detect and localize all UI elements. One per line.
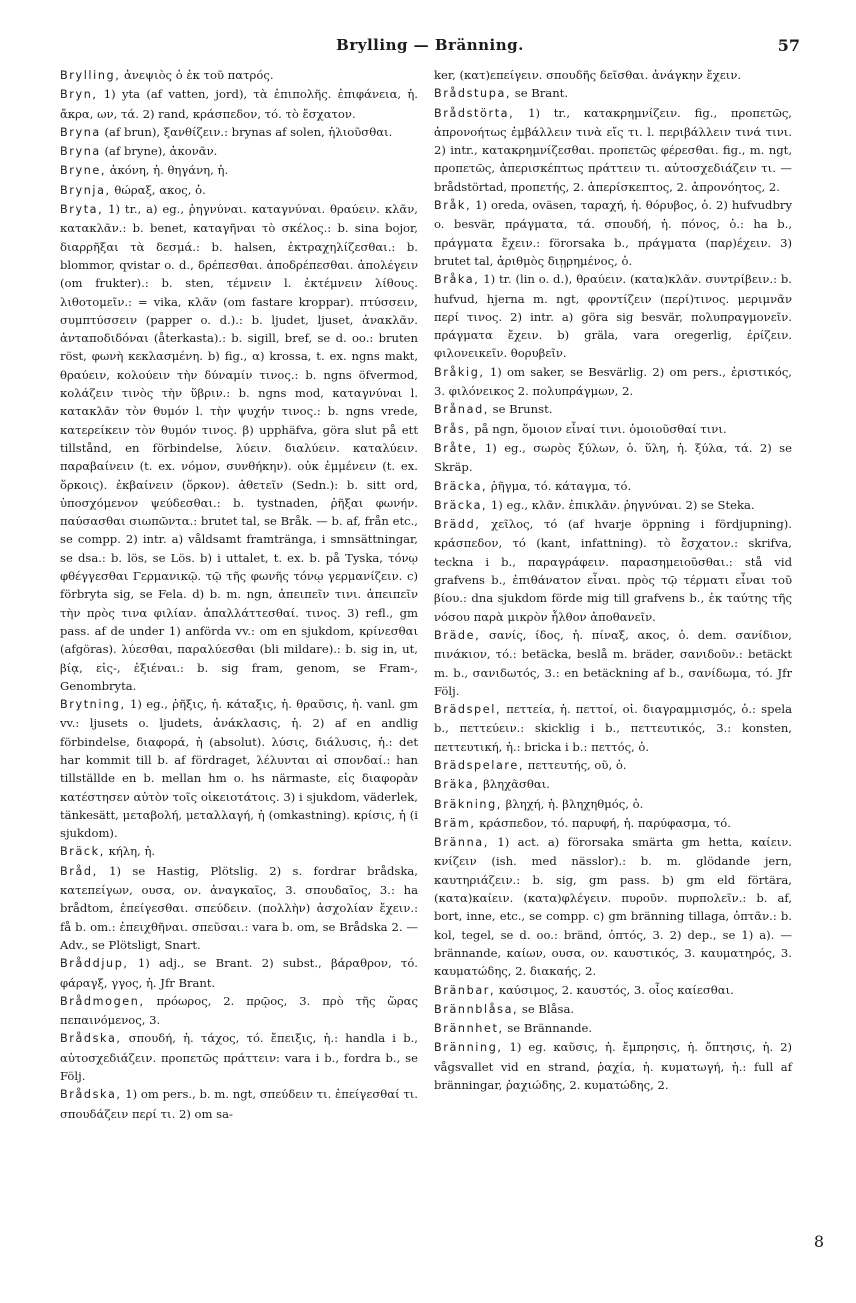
dictionary-entry — [60, 842, 418, 861]
dictionary-entry — [60, 161, 418, 180]
entry-definition: 1) eg. καῦσις, ἡ. ἔμπρησις, ἡ. ὄπτησις, ἡ. 2) vågsvallet vid en strand, ῥαχία, ἡ. κυματωγή, ἡ.: full af bränningar, ῥαχιώδης, 2. κυματώδης, 2. — [434, 1040, 792, 1093]
entry-headword: Bräde, — [434, 628, 481, 642]
dictionary-entry — [60, 862, 418, 954]
dictionary-entry — [60, 85, 418, 123]
entry-headword: Bryn, — [60, 88, 98, 102]
entry-headword: Bräm, — [434, 816, 476, 830]
entry-headword: Bråkig, — [434, 365, 485, 379]
entry-headword: Bryne, — [60, 164, 107, 178]
entry-headword: Bryna — [60, 145, 101, 159]
entry-definition: se Blåsa. — [518, 1001, 575, 1016]
entry-definition: ker, (κατ)επείγειν. σπουδῆς δεῖσθαι. ἀνάγκην ἔχειν. — [434, 68, 742, 82]
page-number: 57 — [777, 36, 800, 55]
entry-definition: βληχᾶσθαι. — [479, 777, 550, 792]
dictionary-entry — [434, 1019, 792, 1038]
dictionary-entry — [434, 420, 792, 439]
entry-definition: σανίς, ίδος, ἡ. πίναξ, ακος, ὁ. dem. σανίδιον, πινάκιον, τό.: betäcka, beslå m. bräder, σανιδοῦν.: betäckt m. b., σανιδωτός, 3.: en betäckning af b., σανίδωμα, τό. Jfr Följ. — [434, 627, 792, 698]
entry-definition: 1) eg., σωρὸς ξύλων, ὁ. ὕλη, ἡ. ξύλα, τά. 2) se Skräp. — [434, 440, 792, 475]
entry-definition: se Brant. — [511, 86, 569, 101]
dictionary-entry — [434, 1000, 792, 1019]
dictionary-entry — [434, 833, 792, 980]
entry-headword: Brytning, — [60, 698, 126, 712]
dictionary-entry — [434, 84, 792, 103]
entry-headword: Brådska, — [60, 1032, 122, 1046]
dictionary-entry — [60, 992, 418, 1030]
entry-definition: 1) om saker, se Besvärlig. 2) om pers., ἐριστικός, 3. φιλόνεικος 2. πολυπράγμων, 2. — [434, 364, 792, 399]
dictionary-entry — [60, 123, 418, 142]
entry-definition: 1) adj., se Brant. 2) subst., βάραθρον, τό. φάραγξ, γγος, ἡ. Jfr Brant. — [60, 956, 418, 990]
entry-headword: Brylling, — [60, 69, 121, 82]
entry-headword: Bråddjup, — [60, 957, 129, 971]
entry-definition: κήλη, ἡ. — [104, 844, 156, 859]
entry-definition: 1) tr., a) eg., ῥηγνύναι. καταγνύναι. θραύειν. κλᾶν, κατακλᾶν.: b. benet, καταγῆναι τὸ σκέλος.: b. sina bojor, διαρρῆξαι τὰ δεσμά.: b. halsen, ἐκτραχηλίζεσθαι.: b. blommor, qvistar o. d., δρέπεσθαι. ἀποδρέπεσθαι. ἀπολέγειν (om frukter).: b. sten, τέμνειν l. ἐκτέμνειν λίθους. λιθοτομεῖν.: = vika, κλᾶν (om fastare kroppar). πτύσσειν, συμπτύσσειν (papper o. d.).: b. ljudet, ljuset, ἀνακλᾶν. ἀνταποδιδόναι (återkasta).: b. sigill, bref, se d. oo.: bruten röst, φωνὴ κεκλασμένη. b) fig., α) krossa, t. ex. ngns makt, θραύειν, κολούειν τὴν δύναμίν τινος.: b. ngns öfvermod, κολάζειν τινὸς τὴν ὕβριν.: b. ngns mod, καταγνύναι l. κατακλᾶν τὸν θυμόν l. τὴν ψυχήν τινος.: b. ngns vrede, κατερείκειν τὸν θυμόν τινος. β) upphäfva, göra slut på ett tillstånd, en förbindelse, λύειν. διαλύειν. καταλύειν. παραβαίνειν (t. ex. νόμον, συνθήκην). οὐκ ἐμμένειν (t. ex. ὅρκοις). ἐκβαίνειν (ὅρκον). ἀθετεῖν (Sedn.): b. sitt ord, ὑποσχόμενον ψεύδεσθαι.: b. tystnaden, ῥῆξαι φωνήν. παύσασθαι σιωπῶντα.: brutet tal, se Bråk. — b. af, från etc., se compp. 2) intr. a) våldsamt framtränga, i smnsättningar, se dsa.: b. lös, se Lös. b) i uttalet, t. ex. b. på Tyska, τόνῳ φθέγγεσθαι Γερμανικῷ. τῷ τῆς φωνῆς τόνῳ γερμανίζειν. c) förbryta sig, se Fela. d) b. m. ngn, ἀπειπεῖν τινι. ἀπειπεῖν τὴν πρὸς τινα φιλίαν. ἀπαλλάττεσθαί. τινος. 3) refl., gm pass. af de under 1) anförda vv.: om en sjukdom, κρίνεσθαι (afgöras). λύεσθαι, παραλύεσθαι (bli mildare).: b. sig in, ut, βίᾳ, εἰς-, ἐξιέναι.: b. sig fram, genom, se Fram-, Genombryta. — [60, 202, 418, 693]
entry-headword: Brådska, — [60, 1088, 122, 1102]
entry-headword: Brädd, — [434, 518, 481, 532]
dictionary-entry — [434, 439, 792, 477]
entry-headword: Brynja, — [60, 183, 111, 197]
entry-headword: Brånad, — [434, 403, 489, 417]
entry-headword: Bråte, — [434, 441, 478, 455]
dictionary-entry — [434, 477, 792, 496]
dictionary-entry — [434, 775, 792, 794]
entry-definition: 1) tr. (lin o. d.), θραύειν. (κατα)κλᾶν. συντρίβειν.: b. hufvud, hjerna m. ngt, φροντίζειν (περί)τινος. μεριμνᾶν περί τινος. 2) intr. a) göra sig besvär, πολυπραγμονεῖν. πράγματα ἔχειν. b) gräla, vara oregerlig, ἐρίζειν. φιλονεικεῖν. θορυβεῖν. — [434, 272, 792, 361]
entry-headword: Bråk, — [434, 199, 472, 213]
dictionary-entry — [60, 142, 418, 161]
dictionary-entry — [60, 1029, 418, 1085]
dictionary-entry — [434, 363, 792, 401]
page-header — [60, 36, 800, 60]
dictionary-entry — [434, 756, 792, 775]
dictionary-entry — [60, 954, 418, 992]
entry-definition: καύσιμος, 2. καυστός, 3. οἷος καίεσθαι. — [495, 982, 734, 997]
dictionary-entry — [434, 270, 792, 362]
entry-definition: 1) oreda, oväsen, ταραχή, ἡ. θόρυβος, ὁ. 2) hufvudbry o. besvär, πράγματα, τά. σπουδή, ἡ. πόνος, ὁ.: ha b., πράγματα ἔχειν.: förorsaka b., πράγματα (παρ)έχειν. 3) brutet tal, ἀριθμὸς διῃρημένος, ὁ. — [434, 198, 792, 268]
dictionary-entry — [60, 200, 418, 695]
dictionary-entry — [60, 1085, 418, 1123]
dictionary-entry — [434, 981, 792, 1000]
entry-headword: Bräkning, — [434, 797, 502, 811]
entry-definition: (af brun), ξανθίζειν.: brynas af solen, ἡλιοῦσθαι. — [100, 124, 393, 139]
entry-definition: 1) om pers., b. m. ngt, σπεύδειν τι. ἐπείγεσθαί τι. σπουδάζειν περί τι. 2) om sa- — [60, 1087, 418, 1121]
entry-headword: Bråka, — [434, 273, 480, 287]
entry-headword: Brådstörta, — [434, 106, 515, 120]
entry-definition: 1) se Hastig, Plötslig. 2) s. fordrar brådska, κατεπείγων, ουσα, ον. ἀναγκαῖος, 3. σπουδαῖος, 3.: ha brådtom, ἐπείγεσθαι. σπεύδειν. (πολλὴν) ἀσχολίαν ἔχειν.: få b. om.: ἐπειχθῆναι. σπεῦσαι.: vara b. om, se Brådska 2. — Adv., se Plötsligt, Snart. — [60, 863, 418, 952]
signature-mark: 8 — [813, 1232, 824, 1251]
dictionary-entry — [434, 496, 792, 515]
dictionary-entry — [434, 400, 792, 419]
entry-headword: Bräcka, — [434, 479, 488, 493]
entry-definition: πεττεία, ἡ. πεττοί, οἱ. διαγραμμισμός, ὁ.: spela b., πεττεύειν.: skicklig i b., πεττευτικός, 3.: konsten, πεττευτική, ἡ.: bricka i b.: πεττός, ὁ. — [434, 702, 792, 754]
entry-definition: se Brunst. — [488, 402, 553, 417]
entry-definition: på ngn, ὅμοιον εἶναί τινι. ὁμοιοῦσθαί τινι. — [470, 421, 727, 436]
entry-definition: σπουδή, ἡ. τάχος, τό. ἔπειξις, ἡ.: handla i b., αὐτοσχεδιάζειν. προπετῶς πράττειν: vara i b., fordra b., se Följ. — [60, 1031, 418, 1084]
entry-headword: Brådstupa, — [434, 87, 512, 101]
right-column — [434, 66, 792, 1094]
dictionary-entry — [434, 196, 792, 270]
entry-headword: Brås, — [434, 422, 471, 436]
entry-headword: Brådmogen, — [60, 994, 145, 1008]
entry-headword: Bräck, — [60, 845, 105, 859]
entry-headword: Bräcka, — [434, 498, 488, 512]
entry-definition: ῥῆγμα, τό. κάταγμα, τό. — [487, 478, 632, 493]
entry-headword: Bränbar, — [434, 983, 496, 997]
entry-headword: Bryna — [60, 125, 101, 139]
entry-definition: βληχή, ἡ. βληχηθμός, ὁ. — [501, 796, 644, 811]
entry-headword: Brädspelare, — [434, 758, 525, 772]
entry-definition: ἀκόνη, ἡ. θηγάνη, ἡ. — [106, 163, 229, 178]
dictionary-entry — [434, 626, 792, 700]
entry-definition: (af bryne), ἀκονᾶν. — [100, 144, 218, 159]
entry-definition: 1) eg., ῥῆξις, ἡ. κάταξις, ἡ. θραῦσις, ἡ. vanl. gm vv.: ljusets o. ljudets, ἀνάκλασις, ἡ. 2) af en andlig förbindelse, διαφορά, ἡ (absolut). λύσις, διάλυσις, ἡ.: det har kommit till b. af fördraget, λέλυνται αἱ σπονδαί.: han tillställde en b. mellan hm o. hs närmaste, εἰς διαφορὰν κατέστησεν αὐτὸν τοῖς οἰκειοτάτοις. 3) i sjukdom, väderlek, tänkesätt, μεταβολή, μεταλλαγή, ἡ (omkastning). κρίσις, ἡ (i sjukdom). — [60, 697, 418, 841]
entry-headword: Brännhet, — [434, 1022, 504, 1036]
dictionary-entry — [60, 695, 418, 842]
entry-definition: 1) tr., κατακρημνίζειν. fig., προπετῶς, ἀπρονοήτως ἐμβάλλειν τινὰ εἴς τι. l. περιβάλλειν τινά τινι. 2) intr., κατακρημνίζεσθαι. προπετῶς φέρεσθαι. fig., m. ngt, προπετῶς, ἀπερισκέπτως πράττειν τι. αὐτοσχεδιάζειν τι. — brådstörtad, προπετής, 2. ἀπερίσκεπτος, 2. ἀπρονόητος, 2. — [434, 105, 792, 194]
entry-headword: Brännblåsa, — [434, 1002, 519, 1016]
dictionary-entry — [434, 515, 792, 626]
dictionary-entry — [434, 814, 792, 833]
entry-definition: 1) eg., κλᾶν. ἐπικλᾶν. ῥηγνύναι. 2) se Steka. — [487, 497, 755, 512]
entry-headword: Bråd, — [60, 864, 98, 878]
entry-headword: Bränna, — [434, 836, 489, 850]
entry-definition: se Brännande. — [503, 1021, 593, 1036]
entry-headword: Bräka, — [434, 778, 480, 792]
dictionary-entry — [434, 700, 792, 756]
dictionary-entry — [434, 1038, 792, 1094]
entry-definition: ἀνεψιὸς ὁ ἐκ τοῦ πατρός. — [120, 68, 274, 82]
entry-headword: Bränning, — [434, 1041, 503, 1055]
dictionary-entry — [434, 795, 792, 814]
dictionary-entry — [434, 104, 792, 196]
entry-definition: 1) act. a) förorsaka smärta gm hetta, καίειν. κνίζειν (ish. med nässlor).: b. m. glödande jern, καυτηριάζειν.: b. sig, gm pass. b) gm eld förtära, (κατα)καίειν. (κατα)φλέγειν. πυροῦν. πυρπολεῖν.: b. af, bort, inne, etc., se compp. c) gm bränning tillaga, ὀπτᾶν.: b. kol, tegel, se d. oo.: bränd, ὀπτός, 3. 2) dep., se 1) a). — brännande, καίων, ουσα, ον. καυστικός, 3. καυματηρός, 3. καυματώδης, 2. διακαής, 2. — [434, 835, 792, 979]
entry-definition: θώραξ, ακος, ὁ. — [110, 182, 206, 197]
entry-definition: 1) yta (af vatten, jord), τὰ ἐπιπολῆς. ἐπιφάνεια, ἡ. ἄκρα, ων, τά. 2) rand, κράσπεδον, τό. τὸ ἔσχατον. — [60, 87, 418, 121]
entry-definition: κράσπεδον, τό. παρυφή, ἡ. παρύφασμα, τό. — [475, 815, 731, 830]
dictionary-entry — [60, 181, 418, 200]
dictionary-entry — [434, 66, 792, 84]
entry-definition: χεῖλος, τό (af hvarje öppning i fördjupning). κράσπεδον, τό (kant, infattning). τὸ ἔσχατον.: skrifva, teckna i b., παραγράφειν. παρασημειοῦσθαι.: stå vid grafvens b., ἐπιθάνατον εἶναι. πρὸς τῷ τέρματι εἶναι τοῦ βίου.: dna sjukdom förde mig till grafvens b., ἐκ ταύτης τῆς νόσου παρὰ μικρὸν ἦλθον ἀποθανεῖν. — [434, 517, 792, 624]
entry-definition: πεττευτής, οῦ, ὁ. — [524, 757, 627, 772]
entry-headword: Brädspel, — [434, 703, 502, 717]
dictionary-entry — [60, 66, 418, 85]
running-title: Brylling — Bränning. — [336, 36, 524, 54]
left-column — [60, 66, 418, 1123]
entry-definition: πρόωρος, 2. πρῷος, 3. πρὸ τῆς ὥρας πεπαινόμενος, 3. — [60, 993, 418, 1028]
entry-headword: Bryta, — [60, 203, 104, 217]
